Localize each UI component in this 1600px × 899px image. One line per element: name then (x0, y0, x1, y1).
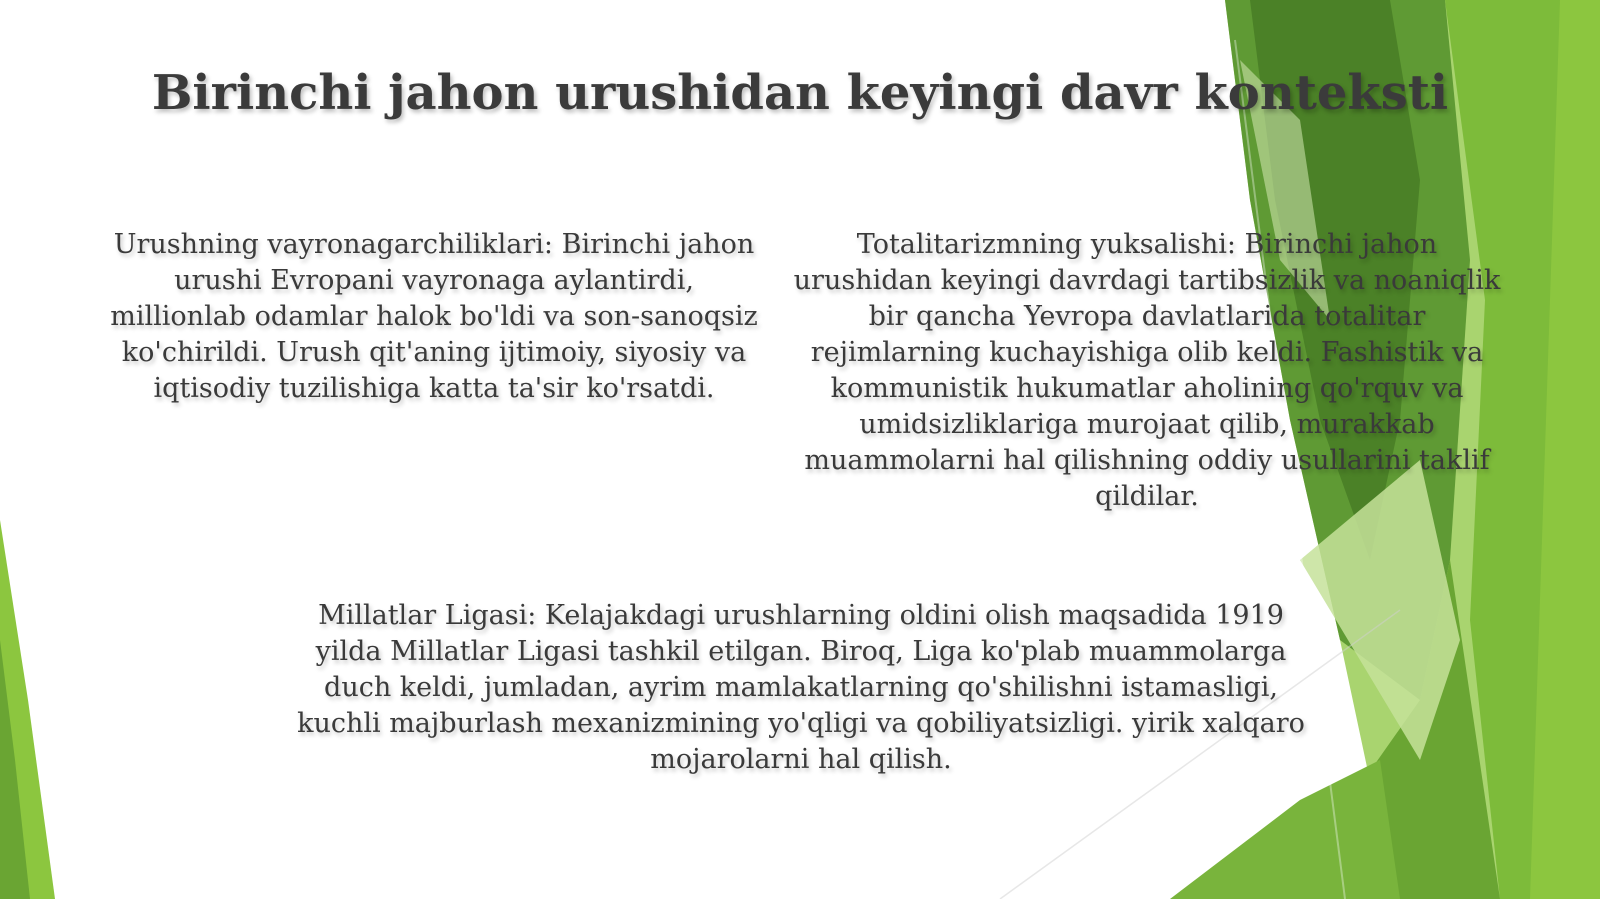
page-title: Birinchi jahon urushidan keyingi davr konteksti (151, 65, 1449, 121)
facet-bottom-light (1170, 760, 1400, 899)
text-block-totalitarianism: Totalitarizmning yuksalishi: Birinchi jahon urushidan keyingi davrdagi tartibsizlik va noaniqlik bir qancha Yevropa davlatlarida totalitar rejimlarning kuchayishiga olib keldi. Fashistik va kommunistik hukumatlar aholining qo'rquv va umidsizliklariga murojaat qilib, murakkab muammolarni hal qilishning oddiy usullarini taklif qildilar. (793, 229, 1501, 512)
text-block-war-devastation: Urushning vayronagarchiliklari: Birinchi jahon urushi Evropani vayronaga aylantirdi, millionlab odamlar halok bo'ldi va son-sanoqsiz ko'chirildi. Urush qit'aning ijtimoiy, siyosiy va iqtisodiy tuzilishiga katta ta'sir ko'rsatdi. (110, 229, 758, 404)
text-block-league-of-nations: Millatlar Ligasi: Kelajakdagi urushlarning oldini olish maqsadida 1919 yilda Millatlar Ligasi tashkil etilgan. Biroq, Liga ko'plab muammolarga duch keldi, jumladan, ayrim mamlakatlarning qo'shilishni istamasligi, kuchli majburlash mexanizmining yo'qligi va qobiliyatsizligi. yirik xalqaro mojarolarni hal qilish. (297, 600, 1305, 775)
